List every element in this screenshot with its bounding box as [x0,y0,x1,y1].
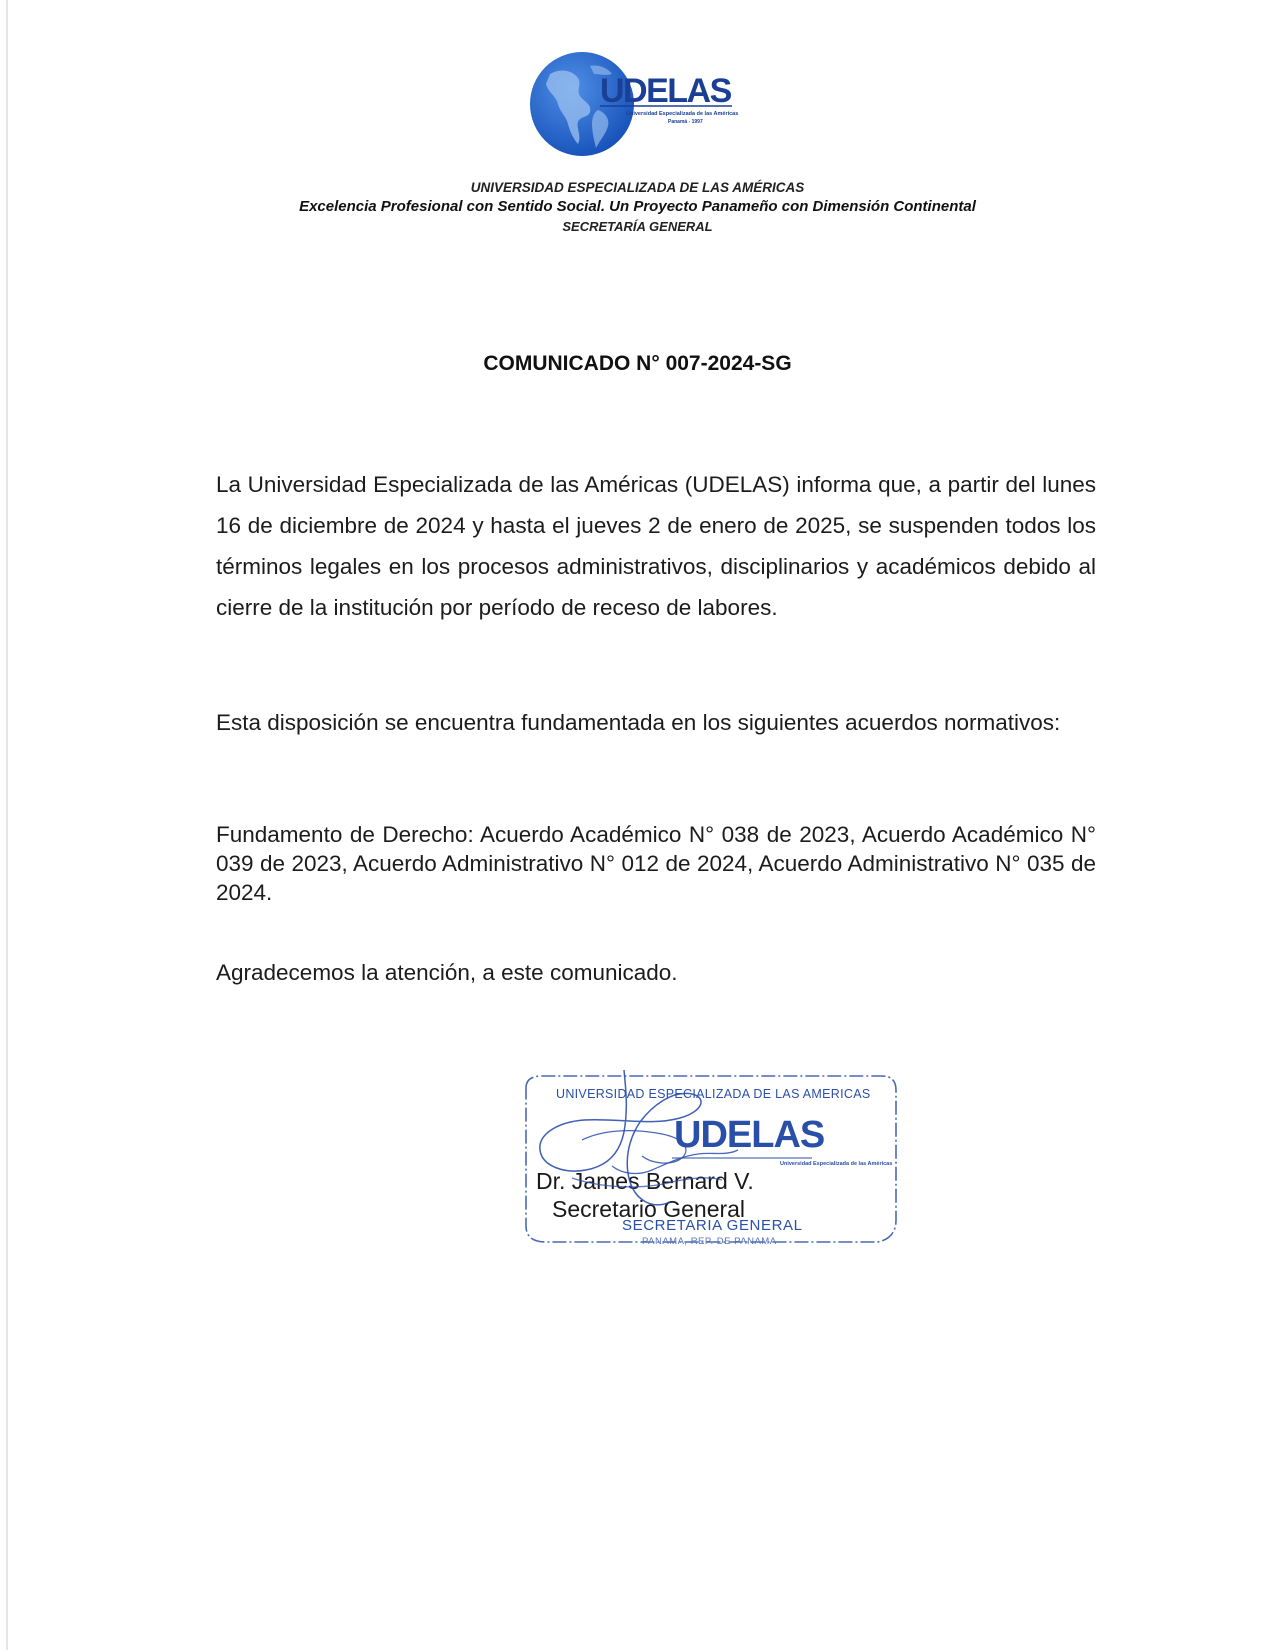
paragraph-notice: La Universidad Especializada de las Américas (UDELAS) informa que, a partir del lunes 16 de diciembre de 2024 y hasta el jueves 2 de enero de 2025, se suspenden todos los términos legales en los procesos administrativos, disciplinarios y académicos debido al cierre de la institución por período de receso de labores. [216,472,1096,620]
stamp-logo-subtext: Universidad Especializada de las Américas [780,1161,893,1167]
stamp-office-text: SECRETARIA GENERAL [622,1217,803,1234]
institution-name: UNIVERSIDAD ESPECIALIZADA DE LAS AMÉRICAS [470,180,805,195]
scan-edge-line [6,0,8,1650]
logo-brand-text: UDELAS [600,72,731,110]
office-name: SECRETARÍA GENERAL [562,219,713,234]
document-title: COMUNICADO N° 007-2024-SG [483,352,792,375]
paragraph-legal-foundation: Fundamento de Derecho: Acuerdo Académico N° 038 de 2023, Acuerdo Académico N° 039 de 2023, Acuerdo Administrativo N° 012 de 2024, Acuerdo Administrativo N° 035 de 2024. [216,822,1096,905]
signer-role: Secretario General [552,1196,746,1222]
official-stamp [512,1070,912,1255]
globe-logo-icon [520,52,770,162]
stamp-logo-text: UDELAS [674,1114,825,1156]
paragraph-basis: Esta disposición se encuentra fundamentada en los siguientes acuerdos normativos: [216,710,1061,735]
signer-name: Dr. James Bernard V. [536,1168,754,1194]
logo-sub-line-2: Panamá - 1997 [668,119,703,125]
institution-motto: Excelencia Profesional con Sentido Social. Un Proyecto Panameño con Dimensión Continental [299,198,976,215]
udelas-logo [520,52,770,162]
logo-sub-line-1: Universidad Especializada de las Américas [626,111,739,117]
paragraph-closing: Agradecemos la atención, a este comunicado. [216,960,678,985]
stamp-location-text: PANAMA, REP. DE PANAMA [642,1236,777,1247]
stamp-institution-text: UNIVERSIDAD ESPECIALIZADA DE LAS AMERICAS [556,1087,871,1101]
